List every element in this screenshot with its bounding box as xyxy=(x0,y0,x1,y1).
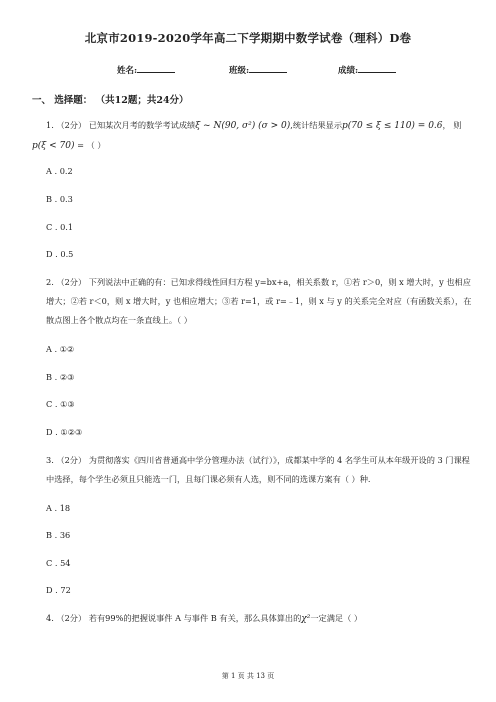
question-1-lead: 1. （2分） 已知某次月考的数学考试成绩 xyxy=(46,120,196,130)
name-field xyxy=(117,63,175,76)
question-1-mid: ,统计结果显示 xyxy=(290,120,343,130)
question-3-text: 3. （2分） 为贯彻落实《四川省普通高中学分管理办法（试行）》，成都某中学的 4 名学生可从本年级开设的 3 门课程中选择，每个学生必须且只能选一门，且每门课必须有人选，则不同的选课方案有（ ）种. xyxy=(46,455,470,484)
question-1-tail: ， 则 xyxy=(442,120,462,130)
exam-title: 北京市2019-2020学年高二下学期期中数学试卷（理科）D卷 xyxy=(84,31,412,45)
question-4-tail: 一定满足（ ） xyxy=(310,613,363,623)
question-4-lead: 4. （2分） 若有99%的把握说事件 A 与事件 B 有关，那么具体算出的 xyxy=(46,613,302,623)
score-label: 成绩: xyxy=(338,66,359,76)
question-1-line2-tail: = （ ） xyxy=(74,140,106,150)
question-2-text: 2. （2分） 下列说法中正确的有：已知求得线性回归方程 y=bx+a，相关系数 r，①若 r＞0，则 x 增大时，y 也相应增大；②若 r＜0，则 x 增大时，y 也相应增大；③若 r=1，或 r=﹣1，则 x 与 y 的关系完全对应（有函数关系），在散点图上各个散点均在一条直线上。（ ） xyxy=(46,277,472,325)
class-field xyxy=(229,63,287,76)
score-blank xyxy=(358,63,396,73)
question-1-formula-1: ξ ~ N(90, σ²) (σ > 0) xyxy=(195,121,291,131)
name-label: 姓名: xyxy=(117,66,138,76)
question-3-option-d: D . 72 xyxy=(46,585,71,595)
question-3-option-b: B . 36 xyxy=(46,530,71,540)
question-3 xyxy=(32,451,472,489)
question-3-option-a: A . 18 xyxy=(46,503,71,513)
score-field xyxy=(338,63,396,76)
question-1-formula-3: p(ξ < 70) xyxy=(32,141,75,151)
question-4-formula: χ² xyxy=(301,614,311,624)
question-1-option-b: B . 0.3 xyxy=(46,194,73,204)
question-2-option-b: B . ②③ xyxy=(46,372,75,382)
question-1-option-c: C . 0.1 xyxy=(46,222,74,232)
question-2 xyxy=(32,273,472,330)
question-2-option-d: D . ①②③ xyxy=(46,427,83,437)
section-heading: 一、 选择题： （共12题；共24分） xyxy=(32,95,189,106)
question-1-formula-2: p(70 ≤ ξ ≤ 110) = 0.6 xyxy=(342,121,443,131)
question-2-option-c: C . ①③ xyxy=(46,399,75,409)
class-label: 班级: xyxy=(229,66,250,76)
page-footer: 第 1 页 共 13 页 xyxy=(221,672,275,680)
class-blank xyxy=(249,63,287,73)
question-1 xyxy=(32,116,472,156)
question-3-option-c: C . 54 xyxy=(46,558,71,568)
question-1-option-d: D . 0.5 xyxy=(46,249,74,259)
question-2-option-a: A . ①② xyxy=(46,344,75,354)
name-blank xyxy=(137,63,175,73)
question-4 xyxy=(32,609,472,629)
question-1-option-a: A . 0.2 xyxy=(46,166,73,176)
